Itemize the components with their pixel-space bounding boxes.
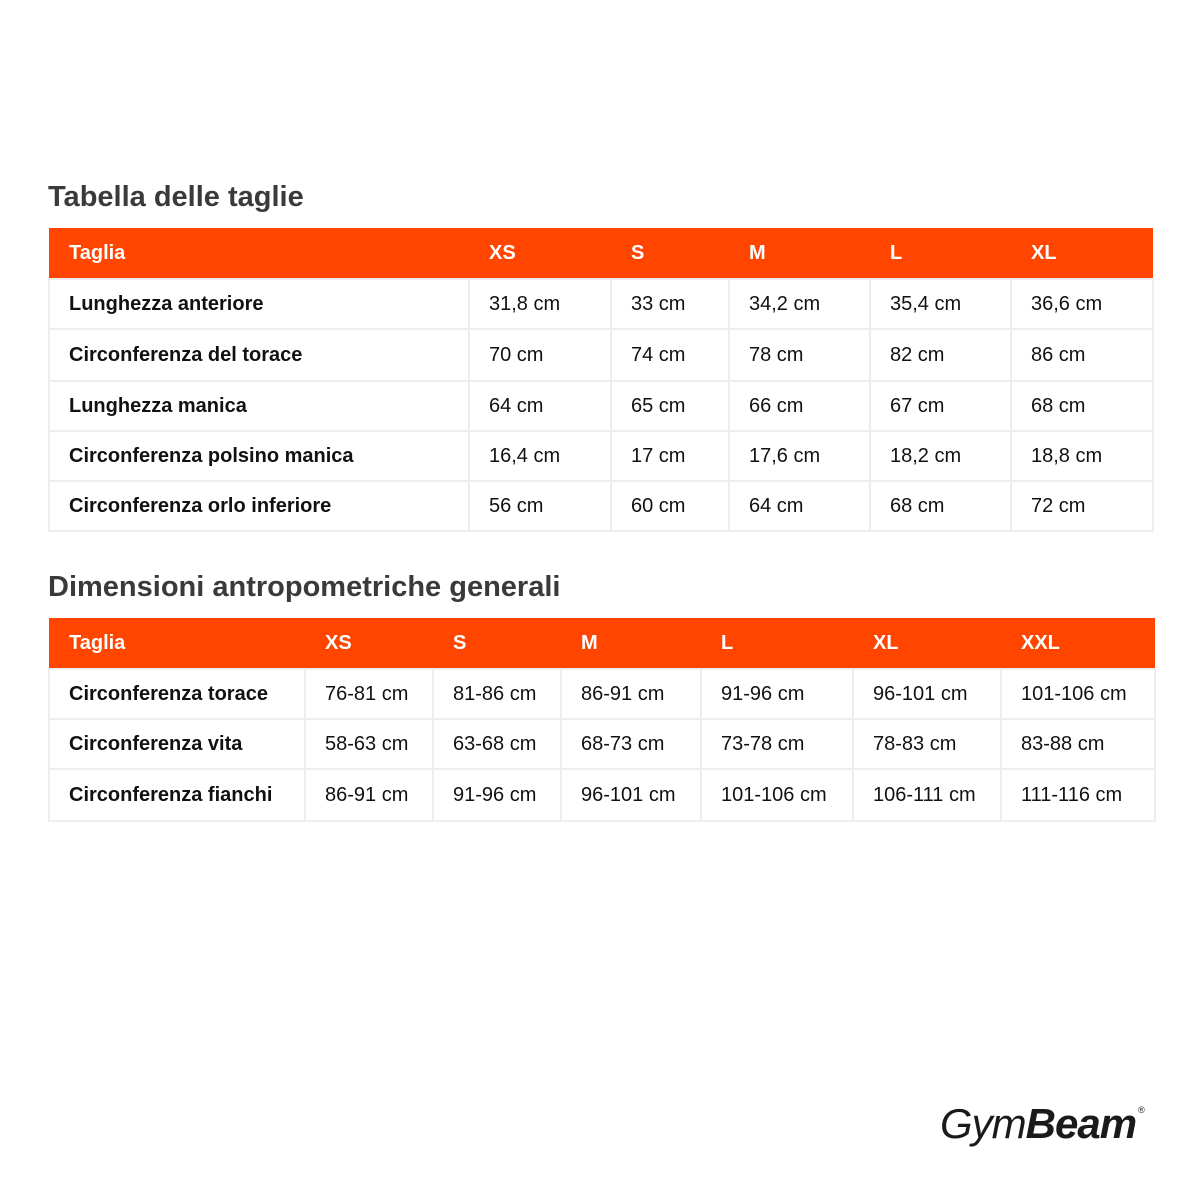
table-cell: 68 cm <box>870 481 1011 531</box>
table-cell: 65 cm <box>611 381 729 431</box>
logo-text-bold: Beam <box>1025 1100 1137 1147</box>
table-row <box>49 431 1153 481</box>
row-label: Lunghezza anteriore <box>49 279 469 329</box>
table-row <box>49 719 1155 769</box>
table-cell: 86-91 cm <box>305 769 433 821</box>
table-cell: 101-106 cm <box>1001 669 1155 719</box>
table-row <box>49 481 1153 531</box>
table-row <box>49 381 1153 431</box>
table-cell: 66 cm <box>729 381 870 431</box>
table-cell: 34,2 cm <box>729 279 870 329</box>
header-cell-l: L <box>701 618 853 669</box>
table-cell: 16,4 cm <box>469 431 611 481</box>
table-cell: 86 cm <box>1011 329 1153 381</box>
table-cell: 76-81 cm <box>305 669 433 719</box>
table-cell: 17 cm <box>611 431 729 481</box>
table-cell: 106-111 cm <box>853 769 1001 821</box>
header-cell-l: L <box>870 228 1011 279</box>
header-cell-size: Taglia <box>49 228 469 279</box>
table-cell: 101-106 cm <box>701 769 853 821</box>
table-cell: 86-91 cm <box>561 669 701 719</box>
table-cell: 18,2 cm <box>870 431 1011 481</box>
row-label: Circonferenza orlo inferiore <box>49 481 469 531</box>
table-cell: 36,6 cm <box>1011 279 1153 329</box>
table-cell: 60 cm <box>611 481 729 531</box>
header-cell-xxl: XXL <box>1001 618 1155 669</box>
header-cell-xs: XS <box>469 228 611 279</box>
header-cell-xl: XL <box>1011 228 1153 279</box>
row-label: Circonferenza torace <box>49 669 305 719</box>
table-cell: 70 cm <box>469 329 611 381</box>
table-cell: 111-116 cm <box>1001 769 1155 821</box>
header-cell-m: M <box>561 618 701 669</box>
table-header-row <box>49 228 1153 279</box>
table-cell: 31,8 cm <box>469 279 611 329</box>
table-cell: 91-96 cm <box>433 769 561 821</box>
table-cell: 35,4 cm <box>870 279 1011 329</box>
table-cell: 64 cm <box>469 381 611 431</box>
table-cell: 72 cm <box>1011 481 1153 531</box>
table-cell: 17,6 cm <box>729 431 870 481</box>
table-cell: 96-101 cm <box>561 769 701 821</box>
table-cell: 78-83 cm <box>853 719 1001 769</box>
table-cell: 67 cm <box>870 381 1011 431</box>
table-cell: 33 cm <box>611 279 729 329</box>
table-cell: 68-73 cm <box>561 719 701 769</box>
gymbeam-logo <box>940 1100 1145 1147</box>
table-row <box>49 669 1155 719</box>
header-cell-xs: XS <box>305 618 433 669</box>
table-cell: 64 cm <box>729 481 870 531</box>
header-cell-s: S <box>433 618 561 669</box>
table-cell: 74 cm <box>611 329 729 381</box>
row-label: Circonferenza vita <box>49 719 305 769</box>
table-cell: 58-63 cm <box>305 719 433 769</box>
table-cell: 56 cm <box>469 481 611 531</box>
table-cell: 83-88 cm <box>1001 719 1155 769</box>
table-header-row <box>49 618 1155 669</box>
header-cell-s: S <box>611 228 729 279</box>
header-cell-size: Taglia <box>49 618 305 669</box>
header-cell-m: M <box>729 228 870 279</box>
table-row <box>49 769 1155 821</box>
table-cell: 81-86 cm <box>433 669 561 719</box>
registered-mark: ® <box>1138 1105 1145 1115</box>
table-cell: 82 cm <box>870 329 1011 381</box>
table-row <box>49 279 1153 329</box>
anthropometric-table <box>48 618 1156 822</box>
row-label: Circonferenza del torace <box>49 329 469 381</box>
table-cell: 91-96 cm <box>701 669 853 719</box>
anthropometric-title: Dimensioni antropometriche generali <box>48 571 561 603</box>
table-cell: 63-68 cm <box>433 719 561 769</box>
table-cell: 68 cm <box>1011 381 1153 431</box>
row-label: Circonferenza fianchi <box>49 769 305 821</box>
table-cell: 78 cm <box>729 329 870 381</box>
row-label: Lunghezza manica <box>49 381 469 431</box>
row-label: Circonferenza polsino manica <box>49 431 469 481</box>
table-cell: 18,8 cm <box>1011 431 1153 481</box>
table-row <box>49 329 1153 381</box>
header-cell-xl: XL <box>853 618 1001 669</box>
table-cell: 96-101 cm <box>853 669 1001 719</box>
logo-text-light: Gym <box>940 1100 1026 1147</box>
size-chart-title: Tabella delle taglie <box>48 181 304 213</box>
size-chart-table <box>48 228 1154 532</box>
table-cell: 73-78 cm <box>701 719 853 769</box>
